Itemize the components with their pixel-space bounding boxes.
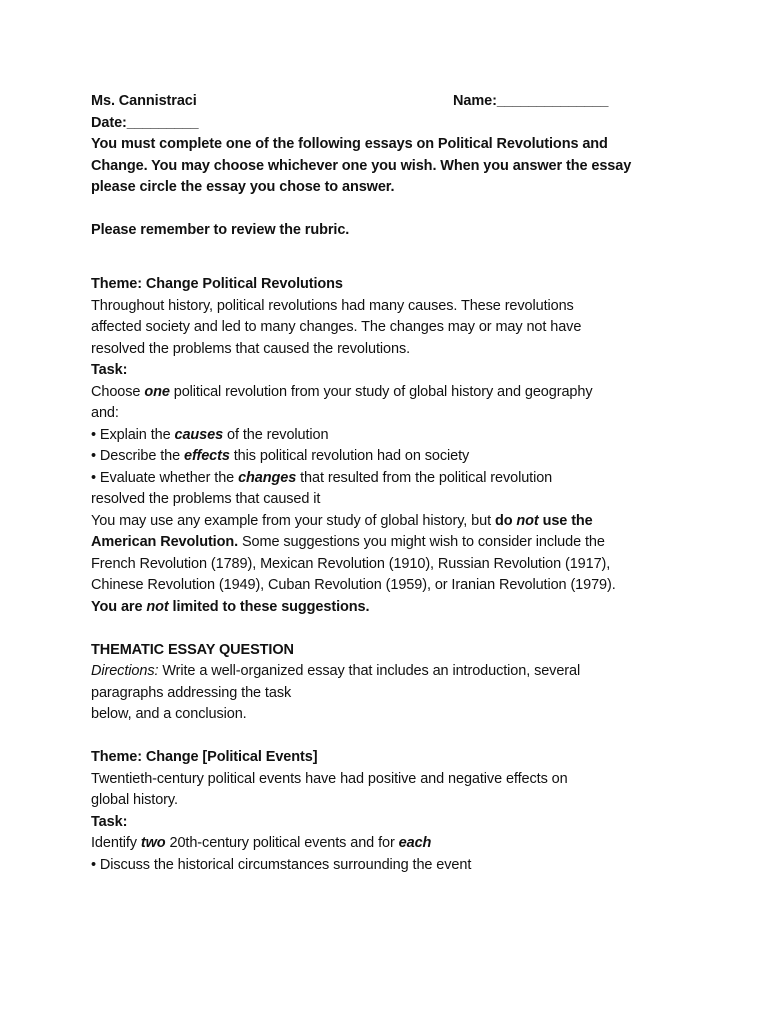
essay1-bullet-changes-cont: resolved the problems that caused it [91,491,321,507]
date-field: Date:_________ [91,114,199,131]
rubric-note: Please remember to review the rubric. [91,222,350,238]
essay1-suggestions-line-2: Chinese Revolution (1949), Cuban Revolution (1959), or Iranian Revolution (1979). [91,577,616,593]
essay1-intro-line-1: Throughout history, political revolutions had many causes. These revolutions [91,297,574,314]
student-name-field: Name:______________ [453,93,609,109]
essay1-task-label: Task: [91,362,128,378]
thematic-directions-line-3: below, and a conclusion. [91,706,247,722]
thematic-directions-line-2: paragraphs addressing the task [91,684,292,701]
thematic-heading: THEMATIC ESSAY QUESTION [91,641,294,658]
header-row [91,91,691,113]
essay1-theme: Theme: Change Political Revolutions [91,276,343,292]
essay2-intro-line-2: global history. [91,792,178,808]
worksheet-page [91,91,691,876]
instructions-line-2: Change. You may choose whichever one you wish. When you answer the essay [91,157,632,174]
essay2-theme: Theme: Change [Political Events] [91,749,318,765]
essay1-example-line: You may use any example from your study of global history, but do not use the [91,512,593,529]
essay2-task-label: Task: [91,813,128,830]
instructions-line-1: You must complete one of the following essays on Political Revolutions and [91,136,608,152]
essay1-limit-line: You are not limited to these suggestions. [91,598,370,615]
essay2-bullet-discuss: • Discuss the historical circumstances surrounding the event [91,856,472,873]
instructions-line-3: please circle the essay you chose to answer. [91,179,395,195]
essay1-bullet-effects: • Describe the effects this political revolution had on society [91,448,470,464]
essay1-intro-line-3: resolved the problems that caused the revolutions. [91,340,411,357]
teacher-name: Ms. Cannistraci [91,93,197,109]
essay2-intro-line-1: Twentieth-century political events have had positive and negative effects on [91,770,568,787]
essay1-intro-line-2: affected society and led to many changes. The changes may or may not have [91,319,582,335]
essay1-choose-line: Choose one political revolution from your study of global history and geography [91,383,593,400]
essay1-suggestions-line-1: French Revolution (1789), Mexican Revolution (1910), Russian Revolution (1917), [91,555,611,572]
essay2-identify-line: Identify two 20th-century political events and for each [91,835,432,851]
thematic-directions: Directions: Write a well-organized essay that includes an introduction, several [91,663,581,679]
essay1-bullet-changes: • Evaluate whether the changes that resulted from the political revolution [91,469,553,486]
essay1-bullet-causes: • Explain the causes of the revolution [91,426,329,443]
essay1-american-line: American Revolution. Some suggestions you might wish to consider include the [91,534,605,550]
essay1-and: and: [91,405,119,421]
